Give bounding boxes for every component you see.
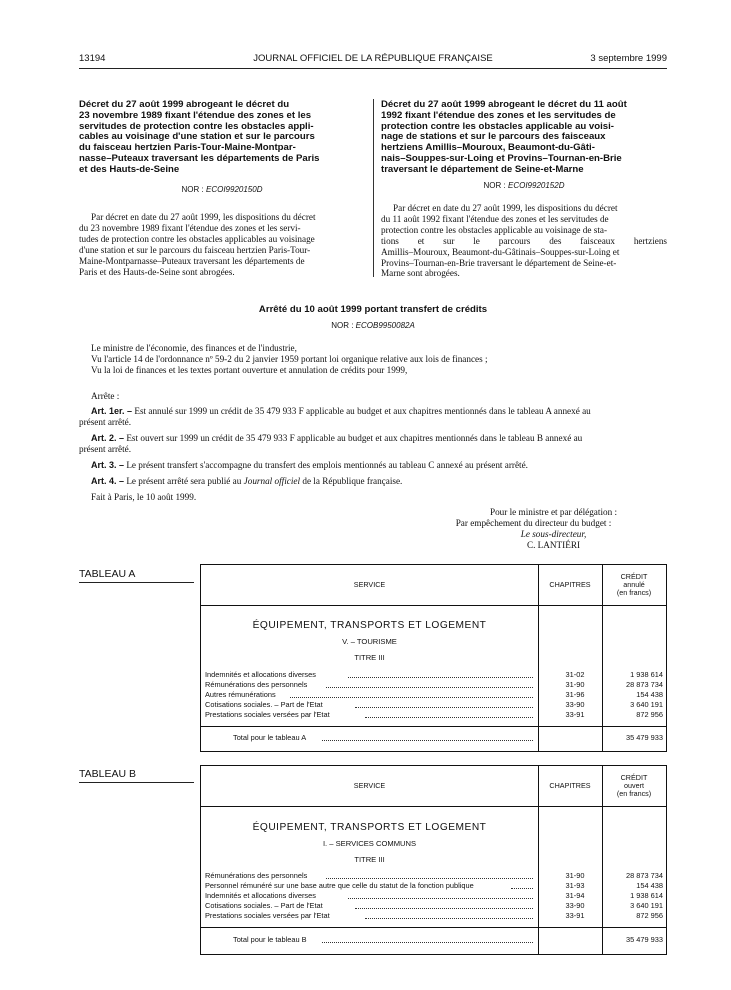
nor-label: NOR : — [483, 181, 506, 190]
decree-1-title — [79, 100, 365, 176]
article-3 — [79, 460, 667, 471]
journal-title: JOURNAL OFFICIEL DE LA RÉPUBLIQUE FRANÇAISE — [253, 53, 493, 64]
tableau-a-label-rule — [79, 582, 194, 583]
article-text: Le présent arrêté sera publié au — [126, 476, 242, 486]
tableau-a-label: TABLEAU A — [79, 568, 136, 580]
row-label: Autres rémunérations — [205, 690, 276, 699]
decree-1-title-line: 23 novembre 1989 fixant l'étendue des zones et les — [79, 109, 312, 121]
total-row — [205, 935, 663, 945]
decree-2-title-line: 1992 fixant l'étendue des zones et les servitudes de — [381, 109, 616, 121]
leader-dots — [355, 908, 533, 909]
arrete-nor — [79, 321, 667, 330]
article-text: Est ouvert sur 1999 un crédit de 35 479 933 F applicable au budget et aux chapitres mentionnés dans le tableau B annexé au — [126, 433, 583, 443]
leader-dots — [322, 740, 533, 741]
body-line: du 11 août 1992 fixant l'étendue des zones et les servitudes de — [381, 213, 609, 224]
decree-2-title-line: nage de stations et sur le parcours des faisceaux — [381, 131, 606, 143]
decree-1-title-line: du faisceau hertzien Paris-Tour-Maine-Montpar- — [79, 142, 296, 154]
col-credit-line: annulé — [623, 580, 645, 589]
decree-1-title-line: nasse–Puteaux traversant les départements de Paris — [79, 152, 320, 164]
row-label: Prestations sociales versées par l'Etat — [205, 710, 330, 719]
journal-name: Journal officiel — [243, 476, 301, 486]
body-line: Provins–Tournan-en-Brie traversant le département de Seine-et- — [381, 257, 617, 268]
total-label: Total pour le tableau B — [233, 935, 307, 944]
row-chapitre: 31-94 — [565, 891, 585, 900]
col-credit-line: CRÉDIT — [620, 572, 648, 581]
col-chapitres: CHAPITRES — [549, 781, 591, 790]
row-label: Rémunérations des personnels — [205, 871, 308, 880]
row-value: 154 438 — [636, 690, 663, 699]
row-value: 1 938 614 — [630, 670, 663, 679]
decree-2-title-line: Décret du 27 août 1999 abrogeant le décret du 11 août — [381, 99, 627, 110]
column-rule — [538, 565, 539, 751]
table-row — [205, 901, 663, 911]
table-row — [205, 700, 663, 710]
body-line: protection contre les obstacles applicable au voisinage de sta- — [381, 224, 608, 235]
decree-2-title — [381, 100, 667, 176]
article-text: de la République française. — [302, 476, 403, 486]
decree-1-title-line: et des Hauts-de-Seine — [79, 163, 180, 175]
leader-dots — [326, 687, 533, 688]
signature-line: Pour le ministre et par délégation : — [489, 507, 618, 517]
decree-2-body — [381, 203, 667, 279]
row-value: 872 956 — [636, 710, 663, 719]
leader-dots — [365, 717, 533, 718]
col-credit-line: CRÉDIT — [620, 773, 648, 782]
body-line: tions et sur le parcours des faisceaux hertziens — [381, 235, 667, 246]
tableau-a — [200, 564, 667, 752]
titre: TITRE III — [354, 855, 385, 864]
body-line: Par décret en date du 27 août 1999, les dispositions du décret — [91, 212, 316, 222]
col-credit-line: (en francs) — [616, 588, 652, 597]
column-separator — [373, 99, 374, 277]
article-number: Art. 3. – — [91, 460, 125, 470]
total-rule — [201, 726, 666, 727]
table-row — [205, 891, 663, 901]
header-rule — [79, 68, 667, 69]
article-number: Art. 4. – — [91, 476, 125, 486]
row-chapitre: 33-90 — [565, 700, 585, 709]
table-row — [205, 670, 663, 680]
tableau-b-label: TABLEAU B — [79, 768, 136, 780]
nor-code: ECOI9920150D — [205, 185, 263, 194]
article-1 — [79, 406, 667, 428]
body-line: Amillis–Mouroux, Beaumont-du-Gâtinais–Souppes-sur-Loing et — [381, 246, 620, 257]
article-text: présent arrêté. — [79, 417, 132, 427]
issue-date: 3 septembre 1999 — [590, 53, 667, 64]
row-chapitre: 33-91 — [565, 710, 585, 719]
total-value: 35 479 933 — [626, 935, 663, 944]
body-line: Par décret en date du 27 août 1999, les dispositions du décret — [393, 203, 618, 213]
decree-1-title-line: Décret du 27 août 1999 abrogeant le décret du — [79, 99, 290, 110]
column-rule — [538, 766, 539, 954]
col-chapitres: CHAPITRES — [549, 580, 591, 589]
tableau-b-label-rule — [79, 782, 194, 783]
article-number: Art. 2. – — [91, 433, 125, 443]
row-label: Prestations sociales versées par l'Etat — [205, 911, 330, 920]
decree-2-title-line: protection contre les obstacles applicable au voisi- — [381, 120, 614, 132]
decree-2-title-line: nais–Souppes-sur-Loing et Provins–Tournan-en-Brie — [381, 152, 622, 164]
row-label: Cotisations sociales. – Part de l'Etat — [205, 700, 323, 709]
body-line: du 23 novembre 1989 fixant l'étendue des zones et les servi- — [79, 222, 301, 233]
leader-dots — [348, 898, 533, 899]
col-service: SERVICE — [353, 781, 386, 790]
leader-dots — [290, 697, 533, 698]
section: V. – TOURISME — [342, 637, 397, 646]
row-chapitre: 31-93 — [565, 881, 585, 890]
col-credit — [602, 573, 666, 597]
signature-line: Par empêchement du directeur du budget : — [455, 518, 612, 528]
leader-dots — [511, 888, 533, 889]
row-chapitre: 31-90 — [565, 680, 585, 689]
row-label: Indemnités et allocations diverses — [205, 670, 316, 679]
decree-1-title-line: cables au voisinage d'une station et sur le parcours — [79, 131, 315, 143]
decree-1-title-line: servitudes de protection contre les obstacles appli- — [79, 120, 314, 132]
preamble-line: Le ministre de l'économie, des finances et de l'industrie, — [91, 343, 297, 353]
section: I. – SERVICES COMMUNS — [322, 839, 417, 848]
total-value: 35 479 933 — [626, 733, 663, 742]
decree-1-body — [79, 212, 365, 277]
nor-code: ECOB9950082A — [355, 321, 415, 330]
leader-dots — [355, 707, 533, 708]
decree-2-title-line: hertziens Amillis–Mouroux, Beaumont-du-Gâti- — [381, 142, 595, 154]
row-label: Cotisations sociales. – Part de l'Etat — [205, 901, 323, 910]
ministry: ÉQUIPEMENT, TRANSPORTS ET LOGEMENT — [252, 822, 487, 833]
decree-1-nor — [79, 185, 365, 194]
body-line: Marne sont abrogées. — [381, 268, 460, 279]
leader-dots — [348, 677, 533, 678]
article-4 — [79, 476, 667, 487]
col-credit-line: (en francs) — [616, 789, 652, 798]
arrete-title: Arrêté du 10 août 1999 portant transfert de crédits — [258, 304, 488, 315]
arrete-preamble — [91, 343, 667, 376]
ministry: ÉQUIPEMENT, TRANSPORTS ET LOGEMENT — [252, 620, 487, 631]
nor-label: NOR : — [181, 185, 204, 194]
article-text: Le présent transfert s'accompagne du transfert des emplois mentionnés au tableau C annexé au présent arrêté. — [126, 460, 528, 470]
row-chapitre: 31-02 — [565, 670, 585, 679]
body-line: d'une station et sur le parcours du faisceau hertzien Paris-Tour- — [79, 244, 311, 255]
leader-dots — [326, 878, 533, 879]
row-value: 872 956 — [636, 911, 663, 920]
body-line: Maine-Montparnasse–Puteaux traversant les départements de — [79, 255, 305, 266]
total-label: Total pour le tableau A — [233, 733, 307, 742]
article-number: Art. 1er. – — [91, 406, 133, 416]
table-row — [205, 881, 663, 891]
article-2 — [79, 433, 667, 455]
row-value: 3 640 191 — [630, 700, 663, 709]
signature-line: Le sous-directeur, — [520, 529, 587, 539]
signatory-name: C. LANTIÉRI — [526, 540, 581, 550]
signature-block — [440, 507, 667, 551]
page-header — [79, 53, 667, 67]
table-row — [205, 710, 663, 720]
body-line: tudes de protection contre les obstacles applicables au voisinage — [79, 233, 315, 244]
row-chapitre: 33-91 — [565, 911, 585, 920]
arrete-label: Arrête : — [91, 391, 120, 401]
table-row — [205, 690, 663, 700]
nor-code: ECOI9920152D — [507, 181, 565, 190]
row-value: 28 873 734 — [626, 680, 663, 689]
body-line: Paris et des Hauts-de-Seine sont abrogées. — [79, 266, 235, 277]
total-row — [205, 733, 663, 743]
total-rule — [201, 927, 666, 928]
row-chapitre: 33-90 — [565, 901, 585, 910]
row-label: Rémunérations des personnels — [205, 680, 308, 689]
nor-label: NOR : — [331, 321, 354, 330]
preamble-line: Vu l'article 14 de l'ordonnance nº 59-2 du 2 janvier 1959 portant loi organique relative aux lois de finances ; — [91, 354, 488, 364]
table-row — [205, 680, 663, 690]
article-text: présent arrêté. — [79, 444, 132, 454]
row-chapitre: 31-90 — [565, 871, 585, 880]
preamble-line: Vu la loi de finances et les textes portant ouverture et annulation de crédits pour 1999, — [91, 365, 408, 375]
row-value: 3 640 191 — [630, 901, 663, 910]
row-chapitre: 31-96 — [565, 690, 585, 699]
leader-dots — [322, 942, 533, 943]
col-credit — [602, 774, 666, 798]
fait-a-paris: Fait à Paris, le 10 août 1999. — [91, 492, 197, 502]
leader-dots — [365, 918, 533, 919]
table-row — [205, 871, 663, 881]
decree-2-nor — [381, 181, 667, 190]
tableau-b — [200, 765, 667, 955]
col-credit-line: ouvert — [624, 781, 644, 790]
row-value: 1 938 614 — [630, 891, 663, 900]
row-label: Personnel rémunéré sur une base autre que celle du statut de la fonction publique — [205, 881, 474, 890]
row-value: 28 873 734 — [626, 871, 663, 880]
col-service: SERVICE — [353, 580, 386, 589]
decree-2-title-line: traversant le département de Seine-et-Marne — [381, 163, 584, 175]
titre: TITRE III — [354, 653, 385, 662]
table-row — [205, 911, 663, 921]
page-number: 13194 — [79, 53, 106, 64]
row-label: Indemnités et allocations diverses — [205, 891, 316, 900]
row-value: 154 438 — [636, 881, 663, 890]
article-text: Est annulé sur 1999 un crédit de 35 479 933 F applicable au budget et aux chapitres mentionnés dans le tableau A annexé au — [134, 406, 591, 416]
